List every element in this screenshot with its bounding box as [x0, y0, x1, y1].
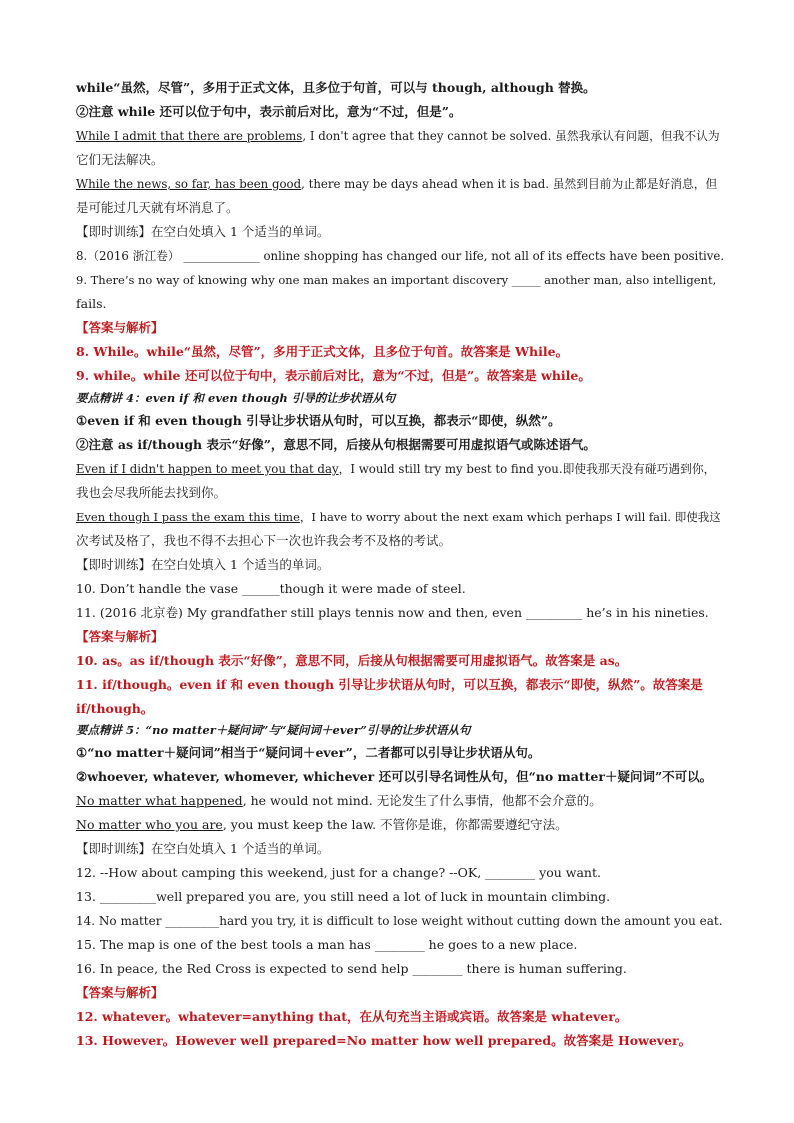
exercise-question: 8.（2016 浙江卷） _____________ online shopping has changed our life, not all of its effects have been positive.: [76, 249, 725, 263]
text-line: 它们无法解决。: [76, 152, 164, 167]
text-line: 是可能过几天就有坏消息了。: [76, 200, 239, 215]
example-sentence: [76, 461, 726, 477]
example-sentence: [76, 509, 726, 525]
text-line: while“虽然，尽管”，多用于正式文体，且多位于句首，可以与 though, although 替换。: [76, 80, 596, 95]
sentence-rest: , I don't agree that they cannot be solved. 虽然我承认有问题，但我不认为: [302, 129, 720, 143]
exercise-question: 12. --How about camping this weekend, just for a change? --OK, ________ you want.: [76, 865, 601, 880]
underlined-clause: No matter who you are: [76, 817, 223, 832]
exercise-header: 【即时训练】在空白处填入 1 个适当的单词。: [76, 224, 330, 239]
example-sentence: [76, 176, 726, 192]
exercise-question: 9. There’s no way of knowing why one man makes an important discovery _____ another man, also intelligent,: [76, 273, 717, 287]
example-sentence: [76, 128, 726, 144]
answer-line: 13. However。However well prepared=No matter how well prepared。故答案是 However。: [76, 1033, 692, 1048]
answer-line: if/though。: [76, 701, 154, 716]
exercise-question: 11. (2016 北京卷) My grandfather still plays tennis now and then, even _________ he’s in his nineties.: [76, 605, 709, 620]
answer-line: 10. as。as if/though 表示“好像”，意思不同，后接从句根据需要可用虚拟语气。故答案是 as。: [76, 653, 628, 668]
text-line: fails.: [76, 296, 107, 311]
rule-line: ②注意 as if/though 表示“好像”，意思不同，后接从句根据需要可用虚拟语气或陈述语气。: [76, 437, 596, 452]
exercise-header: 【即时训练】在空白处填入 1 个适当的单词。: [76, 557, 330, 572]
underlined-clause: While the news, so far, has been good: [76, 177, 302, 191]
underlined-clause: No matter what happened: [76, 793, 243, 808]
section-heading: 要点精讲 4：even if 和 even though 引导的让步状语从句: [76, 391, 396, 405]
answer-header: 【答案与解析】: [76, 320, 164, 335]
exercise-question: 10. Don’t handle the vase ______though it were made of steel.: [76, 581, 466, 596]
exercise-question: 15. The map is one of the best tools a man has ________ he goes to a new place.: [76, 937, 578, 952]
answer-header: 【答案与解析】: [76, 985, 164, 1000]
exercise-question: 13. _________well prepared you are, you still need a lot of luck in mountain climbing.: [76, 889, 611, 904]
underlined-clause: While I admit that there are problems: [76, 129, 303, 143]
example-sentence: [76, 793, 726, 809]
exercise-header: 【即时训练】在空白处填入 1 个适当的单词。: [76, 841, 330, 856]
exercise-question: 14. No matter _________hard you try, it is difficult to lose weight without cutting down the amount you eat.: [76, 914, 723, 928]
answer-header: 【答案与解析】: [76, 629, 164, 644]
underlined-clause: Even though I pass the exam this time: [76, 510, 300, 524]
sentence-rest: ，I have to worry about the next exam which perhaps I will fail. 即使我这: [299, 510, 721, 524]
note-line: ②注意 while 还可以位于句中，表示前后对比，意为“不过，但是”。: [76, 104, 462, 119]
sentence-rest: , you must keep the law. 不管你是谁，你都需要遵纪守法。: [222, 817, 568, 832]
sentence-rest: ，I would still try my best to find you.即使我那天没有碰巧遇到你，: [338, 462, 716, 476]
sentence-rest: , he would not mind. 无论发生了什么事情，他都不会介意的。: [242, 793, 602, 808]
exercise-question: 16. In peace, the Red Cross is expected to send help ________ there is human suffering.: [76, 961, 627, 976]
answer-line: 11. if/though。even if 和 even though 引导让步状语从句时，可以互换，都表示“即使，纵然”。故答案是: [76, 677, 703, 692]
text-line: 次考试及格了，我也不得不去担心下一次也许我会考不及格的考试。: [76, 533, 452, 548]
answer-line: 12. whatever。whatever=anything that，在从句充当主语或宾语。故答案是 whatever。: [76, 1009, 628, 1024]
rule-line: ②whoever, whatever, whomever, whichever 还可以引导名词性从句，但“no matter＋疑问词”不可以。: [76, 769, 713, 784]
rule-line: ①even if 和 even though 引导让步状语从句时，可以互换，都表示“即使，纵然”。: [76, 413, 561, 428]
rule-line: ①“no matter＋疑问词”相当于“疑问词＋ever”，二者都可以引导让步状语从句。: [76, 745, 541, 760]
section-heading: 要点精讲 5：“no matter＋疑问词”与“疑问词＋ever”引导的让步状语从句: [76, 723, 471, 737]
example-sentence: [76, 817, 726, 833]
underlined-clause: Even if I didn't happen to meet you that day: [76, 462, 339, 476]
answer-line: 9. while。while 还可以位于句中，表示前后对比，意为“不过，但是”。故答案是 while。: [76, 368, 591, 383]
sentence-rest: , there may be days ahead when it is bad. 虽然到目前为止都是好消息，但: [301, 177, 718, 191]
answer-line: 8. While。while“虽然，尽管”，多用于正式文体，且多位于句首。故答案是 While。: [76, 344, 569, 359]
text-line: 我也会尽我所能去找到你。: [76, 485, 227, 500]
